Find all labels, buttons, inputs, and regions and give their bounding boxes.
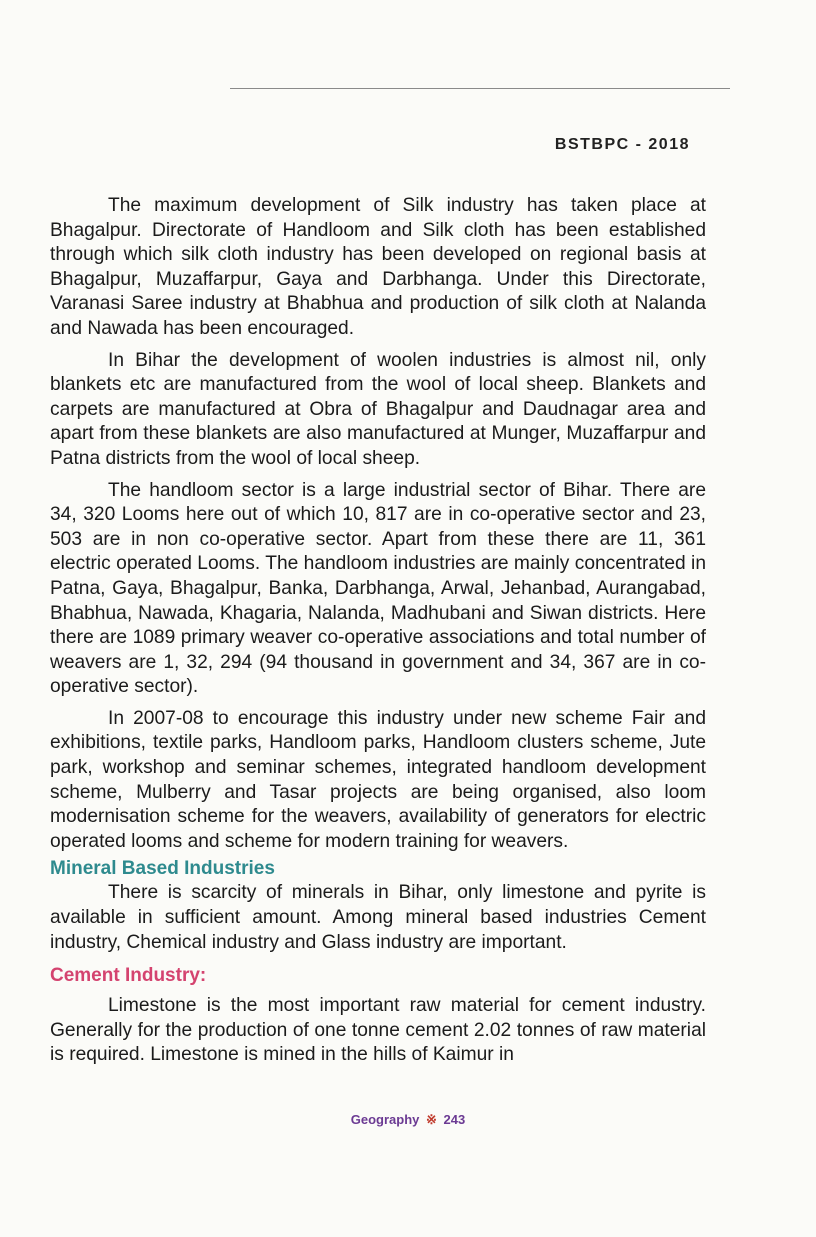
page-footer [0, 1112, 816, 1128]
section-heading-mineral-based-industries: Mineral Based Industries [50, 858, 275, 880]
paragraph-woolen-industry: In Bihar the development of woolen industries is almost nil, only blankets etc are manufactured from the wool of local sheep. Blankets and carpets are manufactured at Obra of Bhagalpur and Daudnagar area and apart from these blankets are also manufactured at Munger, Muzaffarpur and Patna districts from the wool of local sheep. [50, 349, 706, 469]
paragraph-handloom-sector: The handloom sector is a large industrial sector of Bihar. There are 34, 320 Looms here out of which 10, 817 are in co-operative sector and 23, 503 are in non co-operative sector. Apart from these there are 11, 361 electric operated Looms. The handloom industries are mainly concentrated in Patna, Gaya, Bhagalpur, Banka, Darbhanga, Arwal, Jehanbad, Aurangabad, Bhabhua, Nawada, Khagaria, Nalanda, Madhubani and Siwan districts. Here there are 1089 primary weaver co-operative associations and total number of weavers are 1, 32, 294 (94 thousand in government and 34, 367 are in co-operative sector). [50, 479, 706, 698]
page-content [50, 194, 706, 1075]
page-number: 243 [443, 1112, 466, 1127]
paragraph-silk-industry: The maximum development of Silk industry has taken place at Bhagalpur. Directorate of Handloom and Silk cloth has been established through which silk cloth industry has been developed on regional basis at Bhagalpur, Muzaffarpur, Gaya and Darbhanga. Under this Directorate, Varanasi Saree industry at Bhabhua and production of silk cloth at Nalanda and Nawada has been encouraged. [50, 195, 706, 339]
paragraph-minerals: There is scarcity of minerals in Bihar, only limestone and pyrite is available in sufficient amount. Among mineral based industries Cement industry, Chemical industry and Glass industry are important. [50, 882, 706, 953]
section-heading-cement-industry: Cement Industry: [50, 965, 207, 987]
footer-subject: Geography [350, 1112, 420, 1127]
document-code: BSTBPC - 2018 [554, 136, 690, 153]
paragraph-cement: Limestone is the most important raw material for cement industry. Generally for the production of one tonne cement 2.02 tonnes of raw material is required. Limestone is mined in the hills of Kaimur in [50, 995, 706, 1066]
paragraph-handloom-schemes: In 2007-08 to encourage this industry under new scheme Fair and exhibitions, textile parks, Handloom parks, Handloom clusters scheme, Jute park, workshop and seminar schemes, integrated handloom development scheme, Mulberry and Tasar projects are being organised, also loom modernisation scheme for the weavers, availability of generators for electric operated looms and scheme for modern training for weavers. [50, 707, 706, 852]
header-rule [230, 88, 730, 89]
footer-separator: ※ [426, 1112, 437, 1127]
